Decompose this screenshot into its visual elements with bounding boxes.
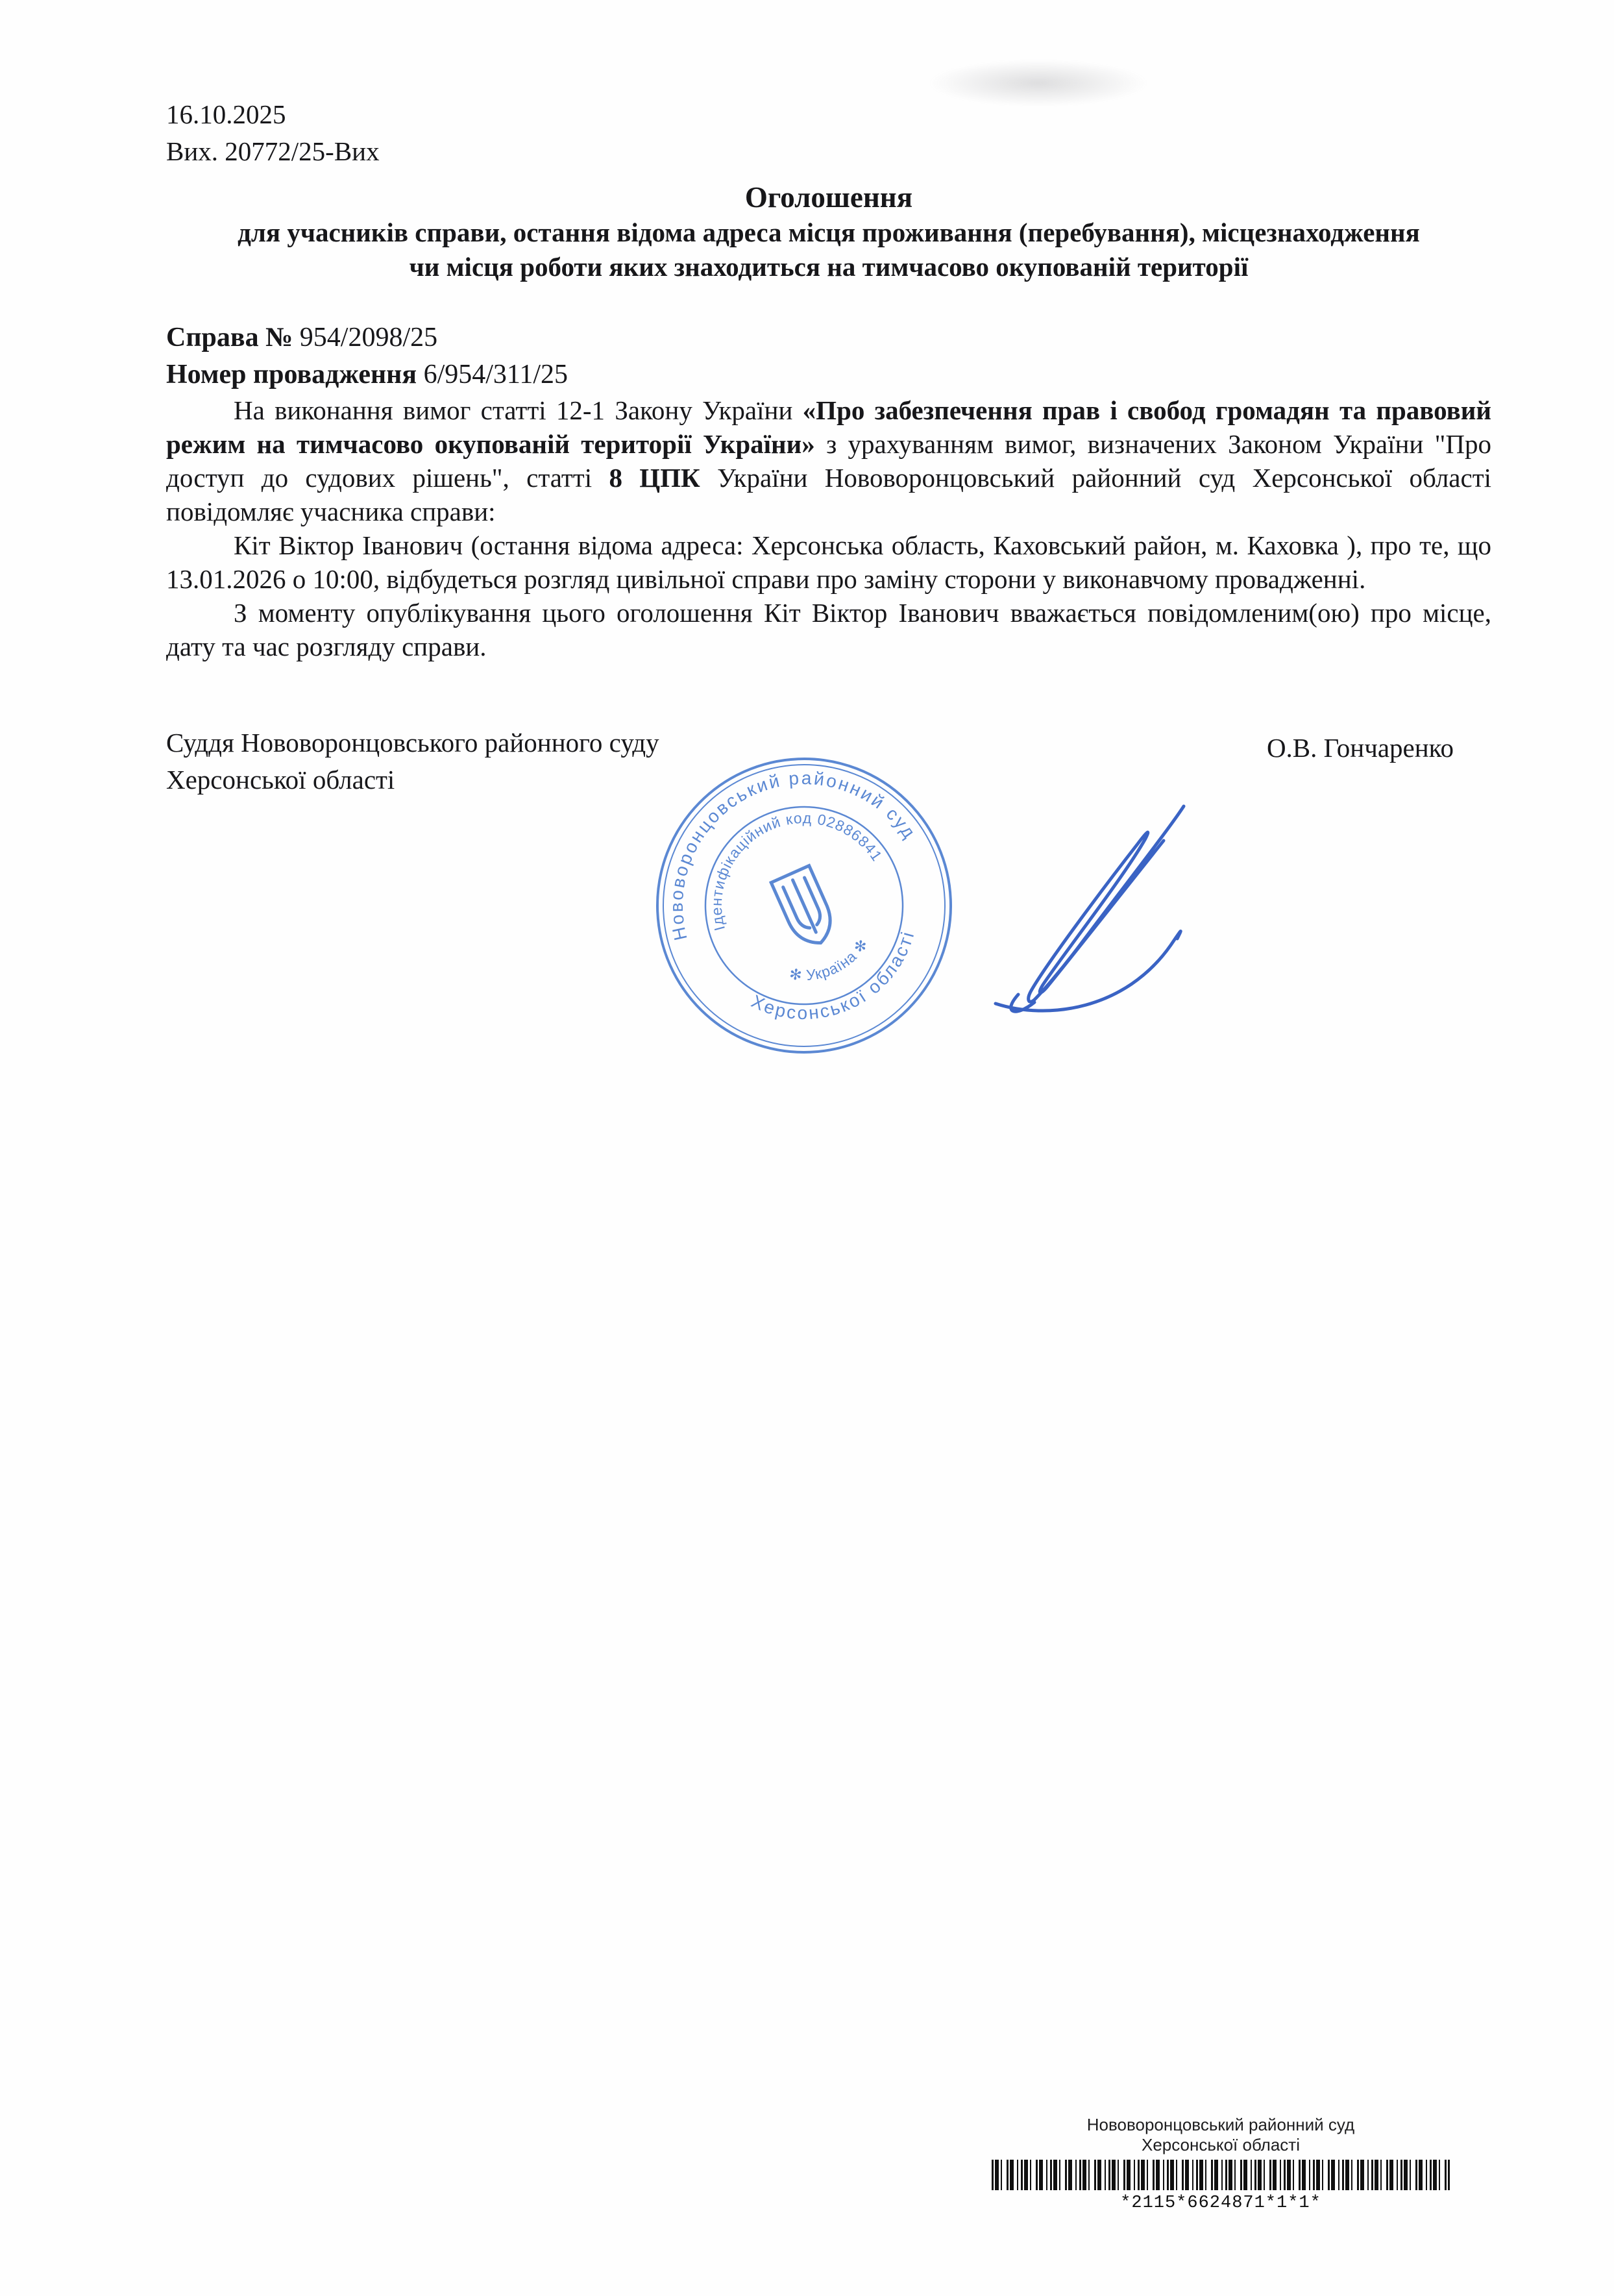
para1-seg5: України Нововоронцовський районний суд Херсонської області повідомляє учасника справи: bbox=[166, 463, 1491, 526]
doc-subtitle-line-2: чи місця роботи яких знаходиться на тимчасово окупованій території bbox=[409, 252, 1249, 282]
paragraph-party-notice: Кіт Віктор Іванович (остання відома адреса: Херсонська область, Каховський район, м. Каховка ), про те, що 13.01.2026 о 10:00, відбудеться розгляд цивільної справи про заміну сторони у виконавчому провадженні. bbox=[166, 530, 1491, 594]
footer-court-name-line-1: Нововоронцовський районний суд bbox=[1086, 2115, 1355, 2134]
case-number-value: 954/2098/25 bbox=[299, 323, 438, 352]
para1-seg1: На виконання вимог статті 12-1 Закону України bbox=[234, 395, 803, 425]
judge-title-block bbox=[166, 724, 659, 798]
judge-signature bbox=[955, 788, 1234, 1048]
stamp-inner-bottom-text: ✻ Україна ✻ bbox=[788, 935, 872, 984]
trident-emblem-icon bbox=[771, 866, 840, 952]
document-footer bbox=[992, 2115, 1450, 2214]
proceeding-number-row bbox=[166, 356, 1491, 393]
judge-name: О.В. Гончаренко bbox=[1266, 733, 1454, 763]
proceeding-number-label: Номер провадження bbox=[166, 360, 417, 389]
doc-title: Оголошення bbox=[744, 181, 913, 214]
judge-title-line-1: Суддя Нововоронцовського районного суду bbox=[166, 728, 659, 758]
judge-signature-svg bbox=[955, 788, 1234, 1048]
document-header bbox=[166, 96, 1491, 170]
paragraph-notification-effect: З моменту опублікування цього оголошення Кіт Віктор Іванович вважається повідомленим(ою) про місце, дату та час розгляду справи. bbox=[166, 598, 1491, 661]
paragraph-legal-basis bbox=[166, 393, 1491, 528]
doc-outgoing-ref: Вих. 20772/25-Вих bbox=[166, 136, 380, 166]
para1-law-title: «Про забезпечення прав і свобод громадян та правовий режим на тимчасово окупованій території України» bbox=[166, 395, 1491, 459]
stamp-inner-top-text: Ідентифікаційний код 02886841 bbox=[707, 809, 886, 933]
case-number-label: Справа № bbox=[166, 323, 293, 352]
judge-title-line-2: Херсонської області bbox=[166, 765, 395, 795]
doc-date: 16.10.2025 bbox=[166, 99, 286, 129]
case-number-row bbox=[166, 319, 1491, 356]
stamp-ring-top-text: Нововоронцовський районний суд bbox=[666, 767, 921, 943]
document-barcode bbox=[992, 2160, 1450, 2190]
footer-court-name-line-2: Херсонської області bbox=[1142, 2135, 1300, 2154]
stamp-ring-bottom-text: Херсонської області bbox=[748, 928, 918, 1024]
doc-subtitle-line-1: для учасників справи, остання відома адреса місця проживання (перебування), місцезнаходження bbox=[238, 217, 1420, 247]
barcode-text: *2115*6624871*1*1* bbox=[1120, 2193, 1321, 2213]
doc-subtitle bbox=[166, 216, 1491, 284]
para1-seg3: з урахуванням вимог, визначених Законом України "Про доступ до судових рішень", статті bbox=[166, 429, 1491, 493]
case-info-block bbox=[166, 319, 1491, 393]
proceeding-number-value: 6/954/311/25 bbox=[423, 360, 569, 389]
document-content bbox=[166, 96, 1491, 798]
para1-article-ref: 8 ЦПК bbox=[609, 463, 700, 493]
svg-text:Херсонської області bbox=[743, 921, 937, 1050]
